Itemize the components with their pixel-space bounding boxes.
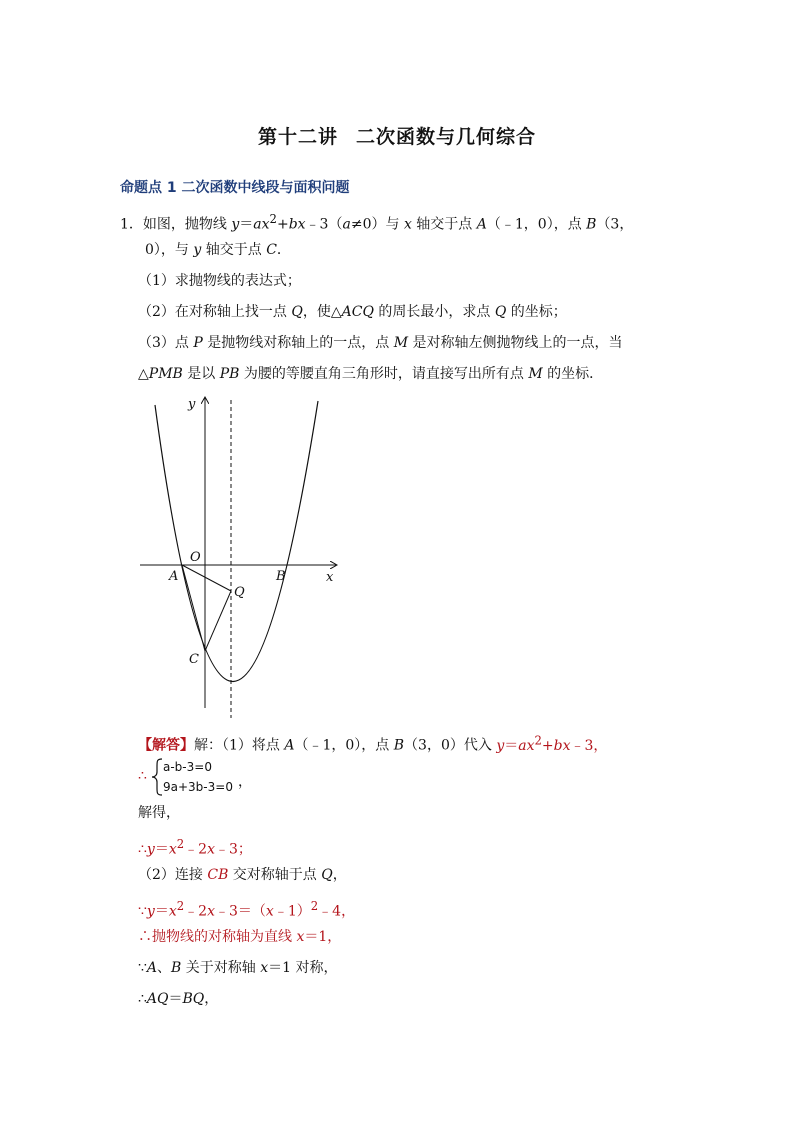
text: ﹣3＝（ xyxy=(215,903,266,920)
text: （3， xyxy=(596,216,634,233)
text: （﹣1，0），点 xyxy=(294,737,394,754)
text: 关于对称轴 xyxy=(181,960,261,976)
text: （2）在对称轴上找一点 xyxy=(138,304,292,320)
equation-2: 9a+3b-3=0 xyxy=(163,780,233,794)
text: 是抛物线对称轴上的一点，点 xyxy=(202,335,394,351)
text: ∵ xyxy=(138,903,147,920)
label-A: A xyxy=(169,569,179,584)
text: △ xyxy=(138,366,149,382)
var: ax xyxy=(253,216,270,233)
text: ， xyxy=(332,867,347,883)
title-lecture: 第十二讲 xyxy=(257,126,338,148)
text: ﹣3； xyxy=(215,841,252,858)
text: 轴交于点 xyxy=(201,242,267,258)
label-O: O xyxy=(190,550,201,565)
text: ＝1， xyxy=(304,929,342,945)
var: x xyxy=(207,841,215,858)
text: ＝ xyxy=(168,991,183,1007)
text: + xyxy=(276,216,289,233)
var: a xyxy=(342,216,351,233)
exponent: 2 xyxy=(269,212,277,226)
text: ＝ xyxy=(154,841,169,858)
var: y xyxy=(231,216,240,233)
text: ＝ xyxy=(504,737,519,754)
var: x xyxy=(168,903,177,920)
parabola-curve xyxy=(155,401,318,682)
var: A xyxy=(146,960,158,976)
text: 轴交于点 xyxy=(411,216,477,233)
var: x xyxy=(403,216,412,233)
text: ﹣2 xyxy=(184,841,208,858)
exponent: 2 xyxy=(176,899,185,913)
var: AQ xyxy=(146,991,169,1007)
text: 如图，抛物线 xyxy=(142,216,232,233)
var: y xyxy=(146,841,155,858)
text: 解：（1）将点 xyxy=(194,737,285,754)
var: x xyxy=(265,903,274,920)
var: P xyxy=(193,335,203,351)
question-1: （1）求抛物线的表达式； xyxy=(138,273,301,289)
solution-expression xyxy=(138,834,252,860)
text: ﹣4， xyxy=(318,903,356,920)
label-C: C xyxy=(189,652,199,667)
var: C xyxy=(266,242,277,258)
exponent: 2 xyxy=(310,899,319,913)
var: y xyxy=(146,903,155,920)
solution-axis xyxy=(138,927,341,947)
text: ∵ xyxy=(138,960,147,976)
var: M xyxy=(528,366,543,382)
var: y xyxy=(496,737,505,754)
text: （3，0）代入 xyxy=(404,737,497,754)
var: x xyxy=(168,841,177,858)
text: 是以 xyxy=(182,366,220,382)
var: M xyxy=(393,335,409,351)
text: ＝ xyxy=(154,903,169,920)
text: ﹣3， xyxy=(570,737,608,754)
text: ≠0）与 xyxy=(350,216,404,233)
text: ＝1 对称， xyxy=(268,960,338,976)
text: 的坐标； xyxy=(506,304,567,320)
var: B xyxy=(171,960,182,976)
var: BQ xyxy=(182,991,205,1007)
text: 、 xyxy=(157,960,172,976)
segment-AQ xyxy=(182,565,231,591)
var: B xyxy=(586,216,597,233)
solution-equal-segments xyxy=(138,989,218,1009)
text: ∴ xyxy=(138,841,147,858)
var: PMB xyxy=(148,366,183,382)
section-heading: 命题点 1 二次函数中线段与面积问题 xyxy=(120,180,350,196)
var: A xyxy=(476,216,487,233)
text: （﹣1，0），点 xyxy=(486,216,587,233)
text: 的坐标． xyxy=(542,366,604,382)
var: bx xyxy=(553,737,571,754)
solution-line-1 xyxy=(138,730,607,756)
exponent: 2 xyxy=(534,733,542,747)
text: ， xyxy=(204,991,219,1007)
solution-part-2 xyxy=(138,865,347,885)
text: ． xyxy=(276,242,291,258)
var: ACQ xyxy=(341,304,374,320)
var: CB xyxy=(207,867,229,883)
var: x xyxy=(296,929,305,945)
text: 0），与 xyxy=(145,242,194,258)
text: ﹣3（ xyxy=(305,216,343,233)
text: （3）点 xyxy=(138,335,194,351)
segment-QC xyxy=(205,591,231,651)
var: x xyxy=(260,960,269,976)
solution-symmetry xyxy=(138,958,338,978)
var: ax xyxy=(518,737,535,754)
problem-number: 1． xyxy=(120,216,143,233)
text: （2）连接 xyxy=(138,867,208,883)
text: 为腰的等腰直角三角形时，请直接写出所有点 xyxy=(239,366,529,382)
label-y: y xyxy=(188,397,196,412)
text: ﹣1） xyxy=(273,903,311,920)
var: Q xyxy=(494,304,507,320)
var: bx xyxy=(288,216,306,233)
segment-AC xyxy=(182,565,205,651)
text: + xyxy=(541,737,554,754)
text: 是对称轴左侧抛物线上的一点，当 xyxy=(408,335,623,351)
equation-1: a-b-3=0 xyxy=(163,760,212,774)
text: ∴ xyxy=(138,991,147,1007)
var: B xyxy=(393,737,405,754)
var: A xyxy=(284,737,295,754)
text: ＝ xyxy=(239,216,254,233)
text: 交对称轴于点 xyxy=(228,867,322,883)
comma: ， xyxy=(238,774,252,790)
var: Q xyxy=(291,304,303,320)
title-topic: 二次函数与几何综合 xyxy=(356,126,537,148)
text: 的周长最小，求点 xyxy=(373,304,495,320)
var: x xyxy=(207,903,215,920)
therefore-symbol: ∴ xyxy=(138,768,147,784)
solution-vertex-form xyxy=(138,896,355,922)
text: ∴抛物线的对称轴为直线 xyxy=(138,929,297,945)
var: PB xyxy=(219,366,240,382)
var: y xyxy=(193,242,202,258)
solution-solved: 解得， xyxy=(138,805,180,821)
text: ﹣2 xyxy=(184,903,208,920)
text: ，使△ xyxy=(302,304,342,320)
answer-tag: 【解答】 xyxy=(138,737,194,754)
label-x: x xyxy=(326,570,334,585)
label-Q: Q xyxy=(234,585,245,600)
var: Q xyxy=(321,867,333,883)
label-B: B xyxy=(276,569,286,584)
exponent: 2 xyxy=(176,837,185,851)
